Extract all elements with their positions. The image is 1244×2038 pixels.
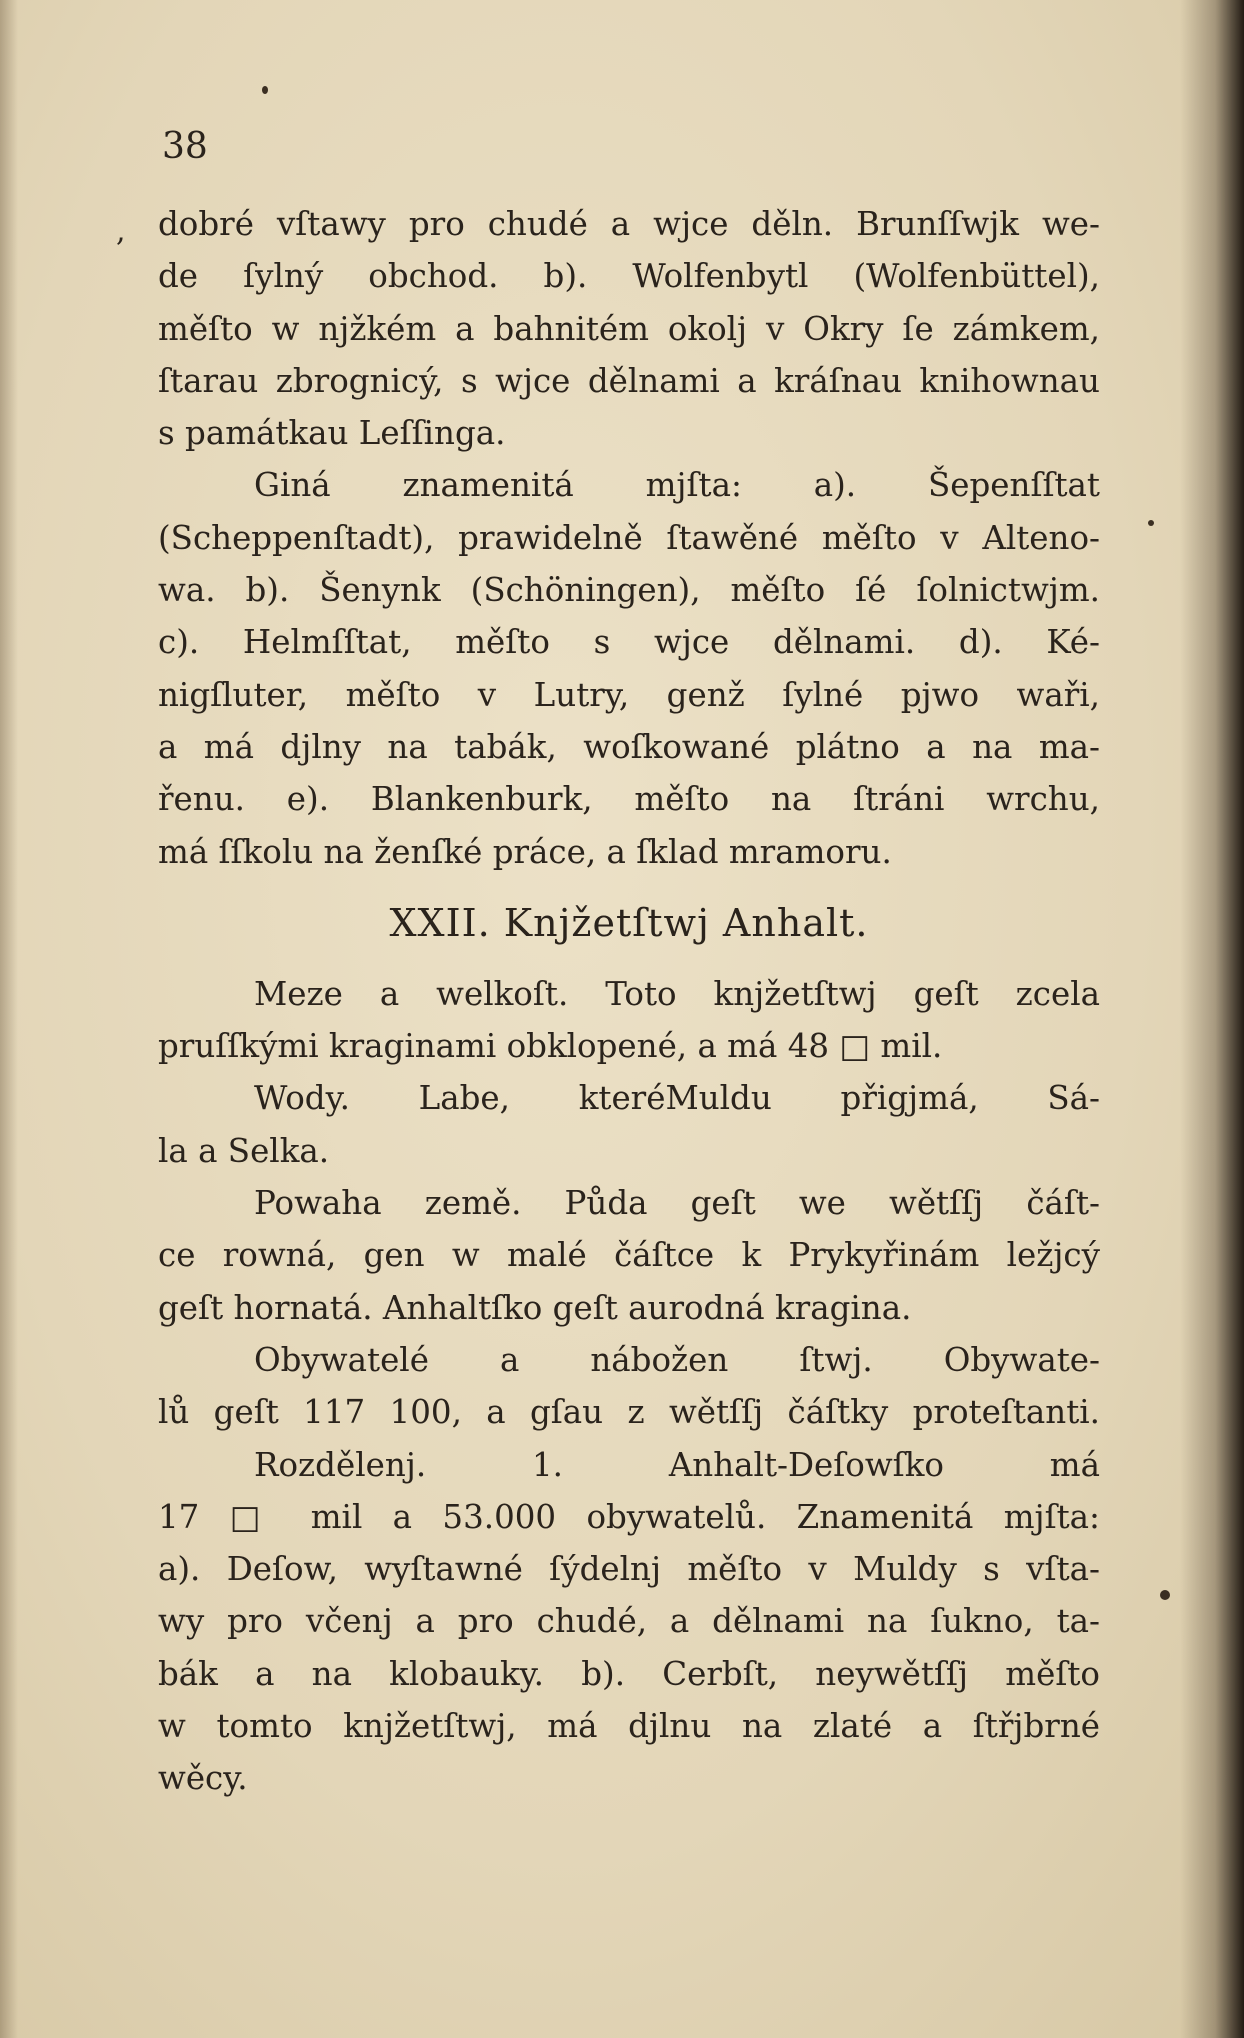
text-line: s památkau Leſſinga. [158,414,506,453]
text-line: la a Selka. [158,1131,330,1170]
text-line: ſtarau zbrognicý, s wjce dělnami a kráſnau knihownau [158,361,1100,400]
text-line: pruſſkými kraginami obklopené, a má 48 □ mil. [158,1027,943,1066]
text-line: wy pro včenj a pro chudé, a dělnami na ſukno, ta- [158,1602,1100,1641]
text-line: w tomto knjžetſtwj, má djlnu na zlaté a ſtřjbrné [158,1707,1100,1746]
text-line: (Scheppenſtadt), prawidelně ſtawěné měſto v Alteno- [158,518,1100,557]
text-line: nigſluter, měſto v Lutry, genž ſylné pjwo waři, [158,675,1100,714]
binding-shadow [1180,0,1244,2038]
text-line: a má djlny na tabák, woſkowané plátno a na ma- [158,727,1100,766]
text-line: měſto w njžkém a bahnitém okolj v Okry ſe zámkem, [158,309,1100,348]
margin-comma-mark: , [116,214,126,249]
text-line: má ſſkolu na ženſké práce, a ſklad mramoru. [158,832,892,871]
text-line: geſt hornatá. Anhaltſko geſt aurodná kragina. [158,1288,912,1327]
text-line: bák a na klobauky. b). Cerbſt, neywětſſj měſto [158,1654,1100,1693]
text-line: wěcy. [158,1759,248,1798]
text-line: 17 □ mil a 53.000 obywatelů. Znamenitá mjſta: [158,1497,1100,1536]
ink-speck [1160,1590,1170,1600]
text-line: Wody. Labe, kteréMuldu přigjmá, Sá- [254,1079,1100,1118]
text-line: Rozdělenj. 1. Anhalt-Deſowſko má [254,1445,1100,1484]
body-text [158,198,1100,1805]
ink-speck [1148,520,1154,526]
page-left-edge [0,0,18,2038]
text-line: wa. b). Šenynk (Schöningen), měſto ſé ſolnictwjm. [158,571,1100,610]
text-line: řenu. e). Blankenburk, měſto na ſtráni wrchu, [158,780,1100,819]
text-line: Powaha země. Půda geſt we wětſſj čáſt- [254,1184,1100,1223]
text-line: Obywatelé a nábožen ſtwj. Obywate- [254,1340,1100,1379]
text-line: lů geſt 117 100, a gſau z wětſſj čáſtky proteſtanti. [158,1393,1100,1432]
text-line: dobré vſtawy pro chudé a wjce děln. Brunſſwjk we- [158,205,1100,243]
text-line: Meze a welkoſt. Toto knjžetſtwj geſt zcela [254,974,1100,1013]
text-line: c). Helmſſtat, měſto s wjce dělnami. d). Ké- [158,623,1100,662]
ink-speck [262,86,268,94]
section-heading: XXII. Knjžetſtwj Anhalt. [389,900,869,945]
text-line: de ſylný obchod. b). Wolfenbytl (Wolfenbüttel), [158,257,1100,296]
text-line: Giná znamenitá mjſta: a). Šepenſſtat [254,466,1100,505]
page-number: 38 [162,126,208,167]
text-line: a). Deſow, wyſtawné ſýdelnj měſto v Muldy s vſta- [158,1550,1100,1589]
text-line: ce rowná, gen w malé čáſtce k Prykyřinám ležjcý [158,1236,1100,1275]
